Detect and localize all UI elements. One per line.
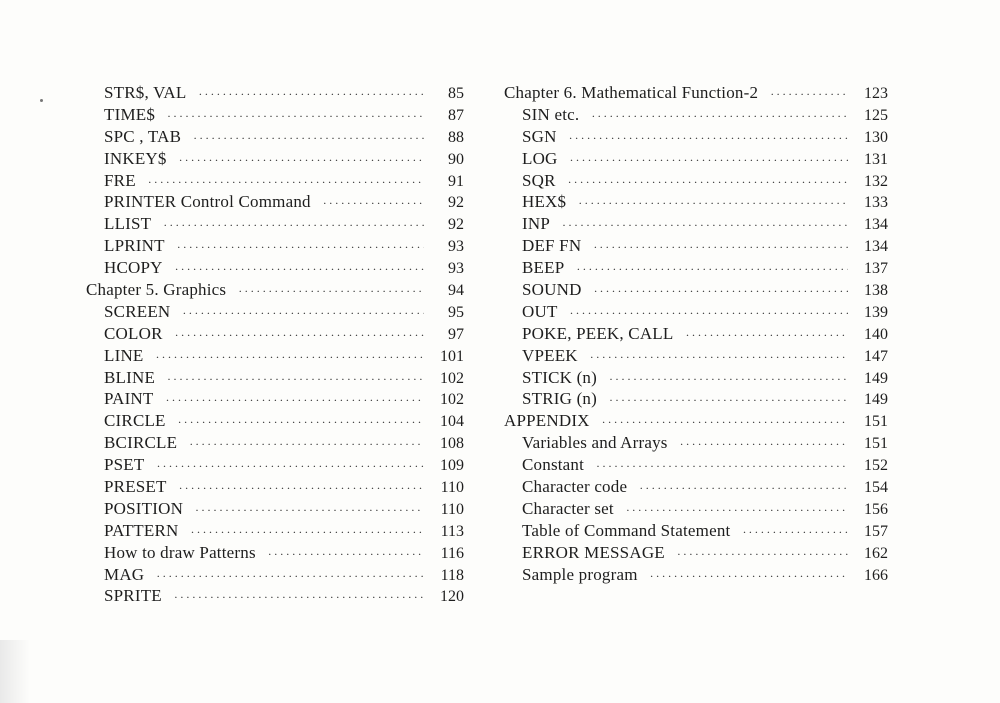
toc-entry (504, 213, 888, 235)
toc-entry-title: Variables and Arrays (522, 433, 668, 453)
toc-entry-title: LPRINT (104, 236, 165, 256)
toc-entry-title: PRINTER Control Command (104, 192, 311, 212)
toc-entry-page-number: 131 (864, 150, 888, 168)
toc-entry-title: ERROR MESSAGE (522, 542, 665, 562)
toc-entry (86, 323, 464, 345)
dot-leader (626, 500, 848, 522)
dot-leader (323, 193, 424, 215)
toc-entry-title: POSITION (104, 498, 184, 518)
toc-entry-title: Sample program (522, 564, 638, 584)
toc-entry-page-number: 94 (448, 282, 464, 300)
dot-leader (166, 390, 425, 412)
toc-entry-title: STR$, VAL (104, 83, 187, 102)
toc-entry (86, 257, 464, 279)
toc-entry (86, 148, 464, 170)
toc-entry-title: STICK (n) (522, 367, 597, 387)
toc-entry (504, 148, 888, 170)
toc-entry-page-number: 92 (448, 194, 464, 212)
toc-entry-title: DEF FN (522, 236, 582, 256)
dot-leader (742, 522, 848, 544)
toc-entry-title: Constant (522, 455, 585, 475)
dot-leader (639, 478, 848, 500)
toc-entry-page-number: 132 (864, 172, 888, 190)
dot-leader (177, 237, 424, 259)
toc-entry-page-number: 92 (448, 216, 464, 234)
toc-entry (86, 170, 464, 192)
toc-entry-page-number: 91 (448, 172, 464, 190)
toc-entry-title: Table of Command Statement (522, 520, 731, 540)
toc-entry-page-number: 140 (864, 325, 888, 343)
dot-leader (590, 347, 848, 369)
toc-entry-title: Character code (522, 477, 628, 497)
toc-entry-title: Character set (522, 498, 614, 518)
toc-entry (504, 126, 888, 148)
dot-leader (190, 522, 424, 544)
dot-leader (593, 237, 848, 259)
page-edge-shadow (0, 640, 30, 703)
toc-entry-page-number: 108 (440, 435, 464, 453)
toc-entry-page-number: 102 (440, 369, 464, 387)
dot-leader (182, 303, 424, 325)
dot-leader (570, 303, 848, 325)
toc-entry (504, 498, 888, 520)
toc-entry-page-number: 149 (864, 369, 888, 387)
toc-entry-title: LINE (104, 345, 144, 365)
toc-entry (86, 191, 464, 213)
toc-entry-title: INKEY$ (104, 148, 167, 168)
toc-entry-page-number: 151 (864, 413, 888, 431)
toc-entry-page-number: 102 (440, 391, 464, 409)
toc-entry-page-number: 134 (864, 238, 888, 256)
toc-entry (86, 564, 464, 586)
toc-entry-title: Chapter 6. Mathematical Function-2 (504, 83, 759, 102)
dot-leader (602, 412, 848, 434)
toc-entry-title: LLIST (104, 214, 152, 234)
toc-entry-page-number: 110 (440, 479, 464, 497)
dot-leader (178, 412, 424, 434)
toc-entry (86, 410, 464, 432)
toc-entry-page-number: 90 (448, 150, 464, 168)
paper-speck (40, 99, 43, 102)
dot-leader (576, 259, 848, 281)
toc-entry-title: Chapter 5. Graphics (86, 280, 227, 300)
toc-entry-page-number: 152 (864, 457, 888, 475)
toc-entry-page-number: 93 (448, 238, 464, 256)
toc-entry (504, 170, 888, 192)
toc-entry (504, 476, 888, 498)
toc-entry-title: SPRITE (104, 586, 162, 606)
toc-entry-title: PAINT (104, 389, 154, 409)
toc-entry-page-number: 93 (448, 260, 464, 278)
toc-entry (504, 191, 888, 213)
toc-entry (504, 323, 888, 345)
toc-entry (86, 476, 464, 498)
toc-entry-page-number: 130 (864, 128, 888, 146)
toc-entry-title: OUT (522, 301, 558, 321)
toc-entry-title: FRE (104, 170, 136, 190)
toc-entry-page-number: 110 (440, 500, 464, 518)
toc-entry-title: SQR (522, 170, 556, 190)
dot-leader (195, 500, 424, 522)
toc-entry (504, 82, 888, 104)
toc-entry-page-number: 125 (864, 106, 888, 124)
toc-entry-page-number: 138 (864, 282, 888, 300)
toc-entry-page-number: 154 (864, 479, 888, 497)
toc-entry-title: PATTERN (104, 520, 179, 540)
dot-leader (609, 369, 848, 391)
toc-entry (86, 454, 464, 476)
toc-entry-page-number: 139 (864, 303, 888, 321)
toc-entry-title: VPEEK (522, 345, 578, 365)
toc-entry (504, 104, 888, 126)
toc-entry (504, 454, 888, 476)
toc-entry-title: SGN (522, 126, 557, 146)
toc-entry-title: SPC , TAB (104, 126, 182, 146)
toc-entry-title: INP (522, 214, 550, 234)
toc-entry-title: MAG (104, 564, 145, 584)
toc-entry-title: HCOPY (104, 258, 163, 278)
toc-entry-title: PRESET (104, 477, 167, 497)
toc-entry (86, 542, 464, 564)
toc-entry-title: SIN etc. (522, 104, 580, 124)
toc-entry (504, 301, 888, 323)
toc-entry (86, 585, 464, 607)
dot-leader (568, 172, 848, 194)
toc-entry-page-number: 120 (440, 588, 464, 606)
toc-entry-title: How to draw Patterns (104, 542, 256, 562)
dot-leader (677, 544, 848, 566)
dot-leader (562, 215, 848, 237)
toc-entry-page-number: 133 (864, 194, 888, 212)
toc-entry-title: LOG (522, 148, 558, 168)
toc-entry (86, 345, 464, 367)
toc-entry-page-number: 166 (864, 566, 888, 584)
toc-entry-page-number: 95 (448, 303, 464, 321)
toc-entry-page-number: 116 (440, 544, 464, 562)
dot-leader (156, 456, 424, 478)
dot-leader (189, 434, 424, 456)
toc-entry-page-number: 118 (440, 566, 464, 584)
toc-entry-page-number: 87 (448, 106, 464, 124)
dot-leader (193, 128, 424, 150)
toc-entry-title: SCREEN (104, 301, 171, 321)
toc-entry-page-number: 97 (448, 325, 464, 343)
dot-leader (175, 259, 424, 281)
toc-entry (86, 367, 464, 389)
toc-entry (504, 279, 888, 301)
dot-leader (163, 215, 424, 237)
dot-leader (685, 325, 848, 347)
toc-entry (504, 410, 888, 432)
dot-leader (569, 128, 848, 150)
toc-entry-page-number: 157 (864, 522, 888, 540)
toc-entry-page-number: 134 (864, 216, 888, 234)
dot-leader (650, 566, 848, 588)
dot-leader (179, 150, 424, 172)
dot-leader (156, 347, 424, 369)
toc-entry (504, 235, 888, 257)
dot-leader (198, 84, 424, 106)
toc-entry-page-number: 101 (440, 347, 464, 365)
toc-entry (504, 345, 888, 367)
toc-entry-page-number: 88 (448, 128, 464, 146)
toc-entry-title: BLINE (104, 367, 156, 387)
dot-leader (578, 193, 848, 215)
toc-entry-page-number: 156 (864, 500, 888, 518)
dot-leader (175, 325, 424, 347)
toc-entry-page-number: 85 (448, 85, 464, 102)
toc-entry-page-number: 162 (864, 544, 888, 562)
toc-entry (504, 367, 888, 389)
toc-entry (86, 82, 464, 104)
dot-leader (167, 106, 424, 128)
toc-entry (86, 104, 464, 126)
dot-leader (591, 106, 848, 128)
toc-entry-title: PSET (104, 455, 145, 475)
dot-leader (268, 544, 424, 566)
toc-entry-title: SOUND (522, 280, 582, 300)
dot-leader (770, 84, 848, 106)
dot-leader (156, 566, 424, 588)
toc-entry (86, 498, 464, 520)
toc-entry (86, 388, 464, 410)
toc-right-column (504, 82, 888, 585)
dot-leader (148, 172, 424, 194)
toc-entry (504, 542, 888, 564)
toc-entry (86, 520, 464, 542)
dot-leader (680, 434, 848, 456)
toc-entry-page-number: 147 (864, 347, 888, 365)
toc-entry-page-number: 149 (864, 391, 888, 409)
toc-entry-page-number: 109 (440, 457, 464, 475)
toc-entry-title: CIRCLE (104, 411, 166, 431)
toc-entry-page-number: 104 (440, 413, 464, 431)
toc-entry-page-number: 151 (864, 435, 888, 453)
toc-entry-page-number: 113 (440, 522, 464, 540)
toc-entry-title: HEX$ (522, 192, 567, 212)
toc-entry-title: POKE, PEEK, CALL (522, 323, 674, 343)
dot-leader (594, 281, 848, 303)
toc-left-column (86, 82, 464, 607)
dot-leader (167, 369, 424, 391)
toc-entry-title: COLOR (104, 323, 163, 343)
toc-entry (86, 432, 464, 454)
dot-leader (238, 281, 424, 303)
toc-entry-title: BEEP (522, 258, 565, 278)
toc-entry-title: STRIG (n) (522, 389, 597, 409)
dot-leader (596, 456, 848, 478)
toc-entry-page-number: 123 (864, 85, 888, 102)
toc-entry-title: BCIRCLE (104, 433, 178, 453)
dot-leader (609, 390, 848, 412)
toc-entry (86, 301, 464, 323)
toc-entry (86, 279, 464, 301)
toc-entry (504, 564, 888, 586)
toc-entry (504, 388, 888, 410)
toc-entry-title: APPENDIX (504, 411, 590, 431)
toc-entry-page-number: 137 (864, 260, 888, 278)
toc-entry (504, 432, 888, 454)
toc-entry-title: TIME$ (104, 104, 156, 124)
dot-leader (570, 150, 848, 172)
toc-entry (86, 213, 464, 235)
toc-entry (86, 126, 464, 148)
toc-entry (504, 520, 888, 542)
toc-entry (86, 235, 464, 257)
dot-leader (174, 587, 424, 609)
toc-entry (504, 257, 888, 279)
dot-leader (179, 478, 424, 500)
